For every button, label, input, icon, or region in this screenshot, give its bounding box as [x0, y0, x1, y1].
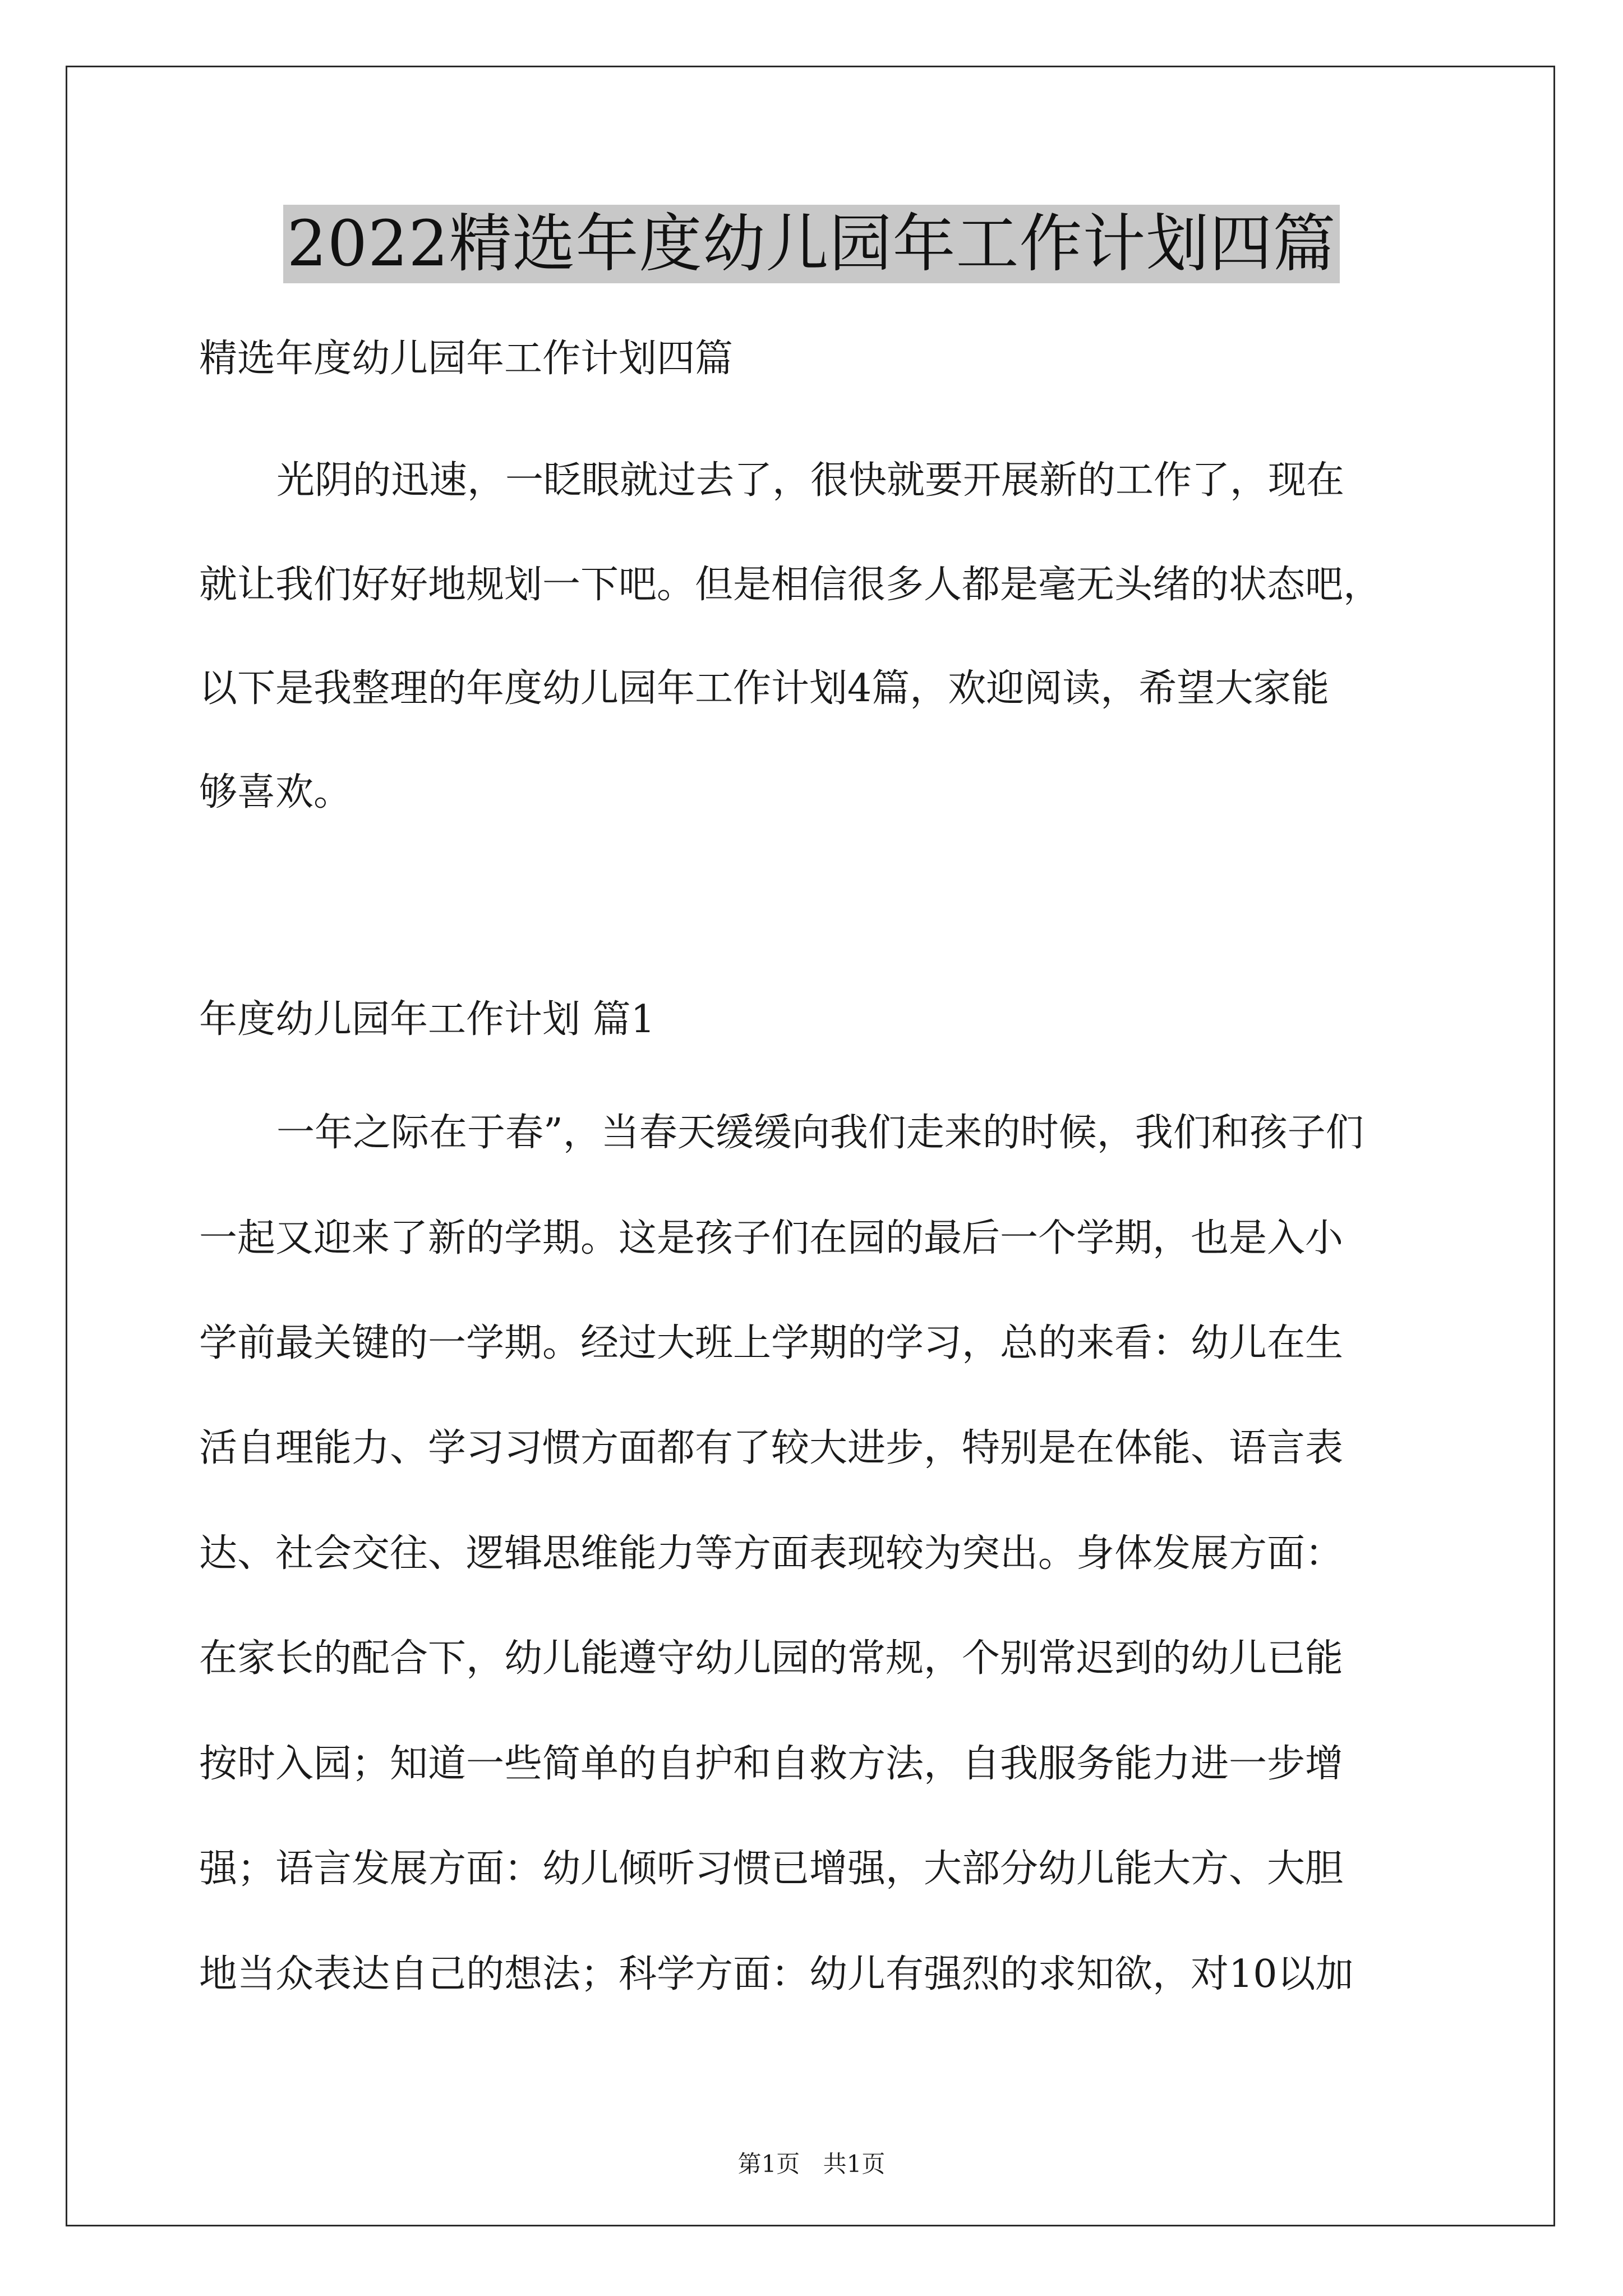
page-number-current: 第1页 [737, 2150, 800, 2178]
section-line: 在家长的配合下，幼儿能遵守幼儿园的常规，个别常迟到的幼儿已能 [199, 1636, 1344, 1681]
page-number-total: 共1页 [823, 2150, 886, 2178]
document-title: 2022精选年度幼儿园年工作计划四篇 [283, 205, 1339, 283]
section-line: 地当众表达自己的想法；科学方面：幼儿有强烈的求知欲，对10以加 [199, 1952, 1354, 1996]
section-line: 达、社会交往、逻辑思维能力等方面表现较为突出。身体发展方面： [199, 1531, 1344, 1576]
title-container [0, 205, 1623, 283]
intro-line: 光阴的迅速，一眨眼就过去了，很快就要开展新的工作了，现在 [276, 458, 1345, 503]
page-footer [0, 2148, 1623, 2180]
intro-line: 够喜欢。 [199, 770, 352, 815]
section-line: 一起又迎来了新的学期。这是孩子们在园的最后一个学期，也是入小 [199, 1216, 1344, 1260]
section-line: 强；语言发展方面：幼儿倾听习惯已增强，大部分幼儿能大方、大胆 [199, 1847, 1344, 1891]
section-line: 按时入园；知道一些简单的自护和自救方法，自我服务能力进一步增 [199, 1742, 1344, 1786]
intro-line: 以下是我整理的年度幼儿园年工作计划4篇，欢迎阅读，希望大家能 [199, 666, 1330, 711]
section-heading: 年度幼儿园年工作计划 篇1 [199, 997, 655, 1042]
intro-line: 就让我们好好地规划一下吧。但是相信很多人都是毫无头绪的状态吧， [199, 563, 1382, 607]
section-line: 活自理能力、学习习惯方面都有了较大进步，特别是在体能、语言表 [199, 1426, 1344, 1470]
section-line: 学前最关键的一学期。经过大班上学期的学习，总的来看：幼儿在生 [199, 1321, 1344, 1365]
section-line: 一年之际在于春”，当春天缓缓向我们走来的时候，我们和孩子们 [276, 1111, 1364, 1155]
document-subtitle: 精选年度幼儿园年工作计划四篇 [199, 337, 734, 381]
